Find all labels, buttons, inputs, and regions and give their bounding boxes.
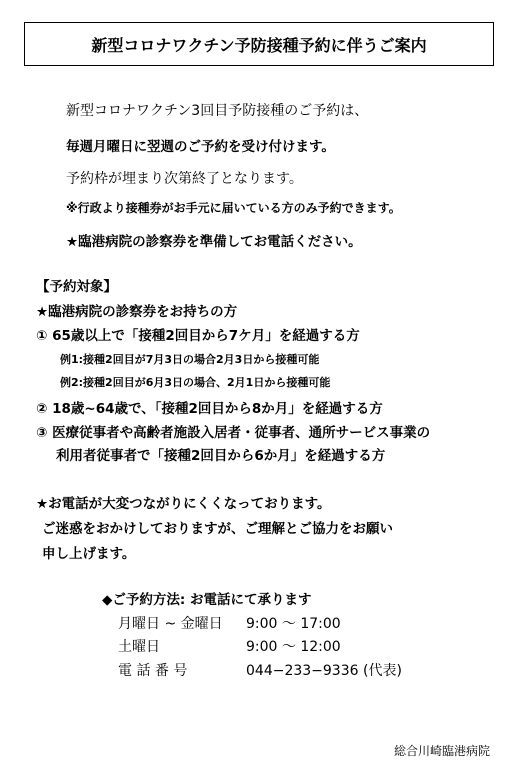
page-title-text: 新型コロナワクチン予防接種予約に伴うご案内	[91, 35, 427, 55]
intro-line-3: 予約枠が埋まり次第終了となります。	[66, 171, 303, 187]
method-row-1-label: 月曜日 ~ 金曜日	[118, 616, 223, 632]
target-example-2: 例2:接種2回目が6月3日の場合、2月1日から接種可能	[60, 376, 331, 389]
method-row-2-value: 9:00 〜 12:00	[246, 639, 341, 655]
hospital-name: 総合川崎臨港病院	[393, 744, 490, 758]
target-item-2: ② 18歳~64歳で、「接種2回目から8か月」を経過する方	[36, 401, 383, 417]
method-row-3-value: 044−233−9336 (代表)	[246, 663, 402, 679]
target-item-3-line-2: 利用者従事者で「接種2回目から6か月」を経過する方	[56, 448, 386, 464]
intro-line-4: ※行政より接種券がお手元に届いている方のみ予約できます。	[66, 201, 401, 215]
notice-line-1: ★お電話が大変つながりにくくなっております。	[36, 496, 331, 512]
method-row-3-label: 電 話 番 号	[118, 663, 188, 679]
method-heading: ◆ご予約方法: お電話にて承ります	[102, 592, 312, 608]
intro-line-2: 毎週月曜日に翌週のご予約を受け付けます。	[66, 139, 335, 155]
intro-line-1: 新型コロナワクチン3回目予防接種のご予約は、	[66, 103, 369, 119]
target-heading: 【予約対象】	[36, 279, 117, 295]
target-item-1: ① 65歳以上で「接種2回目から7ケ月」を経過する方	[36, 328, 360, 344]
method-row-1-value: 9:00 〜 17:00	[246, 616, 341, 632]
target-item-3-line-1: ③ 医療従事者や高齢者施設入居者・従事者、通所サービス事業の	[36, 425, 431, 441]
notice-line-3: 申し上げます。	[42, 546, 136, 562]
target-subheading: ★臨港病院の診察券をお持ちの方	[36, 304, 238, 320]
intro-line-5: ★臨港病院の診察券を準備してお電話ください。	[66, 234, 362, 250]
notice-line-2: ご迷惑をおかけしておりますが、ご理解とご協力をお願い	[42, 521, 393, 537]
method-row-2-label: 土曜日	[118, 639, 160, 655]
target-example-1: 例1:接種2回目が7月3日の場合2月3日から接種可能	[60, 353, 320, 366]
page-title	[24, 22, 494, 66]
